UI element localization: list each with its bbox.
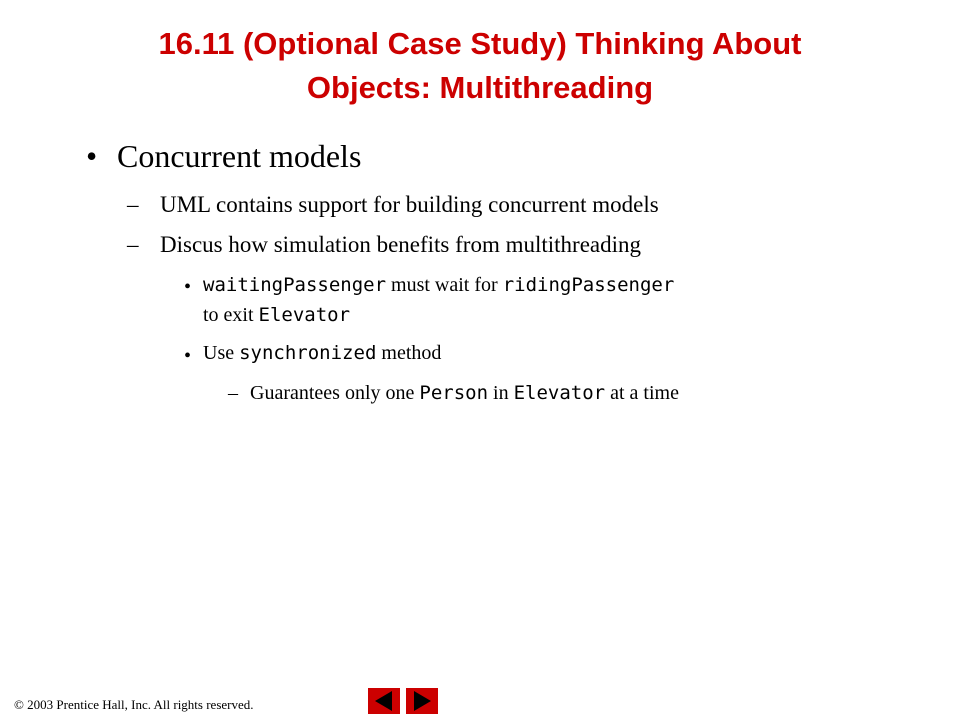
bullet-marker-small: • (184, 276, 192, 298)
title-line-1: 16.11 (Optional Case Study) Thinking About (158, 26, 802, 61)
next-slide-button[interactable] (406, 688, 438, 714)
copyright-icon: © (14, 697, 24, 712)
item-waiting-passenger: waitingPassenger must wait for ridingPassenger (203, 274, 675, 296)
code-ridingPassenger: ridingPassenger (502, 274, 675, 296)
code-waitingPassenger: waitingPassenger (203, 274, 387, 296)
sub-bullet-simulation-benefits: Discus how simulation benefits from multithreading (160, 232, 642, 257)
dash-marker: – (127, 232, 139, 257)
sub-bullet-uml-support: UML contains support for building concurrent models (160, 192, 659, 217)
item-waiting-passenger-line2: to exit Elevator (203, 304, 351, 326)
slide-title (20, 22, 940, 110)
code-synchronized: synchronized (239, 342, 377, 364)
copyright-footer: © 2003 Prentice Hall, Inc. All rights reserved. (14, 697, 254, 712)
title-line-2: Objects: Multithreading (306, 70, 654, 105)
left-triangle-icon (368, 688, 400, 714)
code-Person: Person (419, 382, 489, 404)
bullet-concurrent-models: Concurrent models (117, 138, 362, 174)
dash-marker: – (127, 192, 139, 217)
bullet-marker: • (86, 138, 98, 174)
item-use-synchronized: Use synchronized method (203, 342, 442, 364)
code-Elevator: Elevator (513, 382, 606, 404)
dash-marker: – (228, 382, 238, 404)
right-triangle-icon (406, 688, 438, 714)
item-guarantees-one-person: Guarantees only one Person in Elevator at a time (250, 382, 679, 404)
bullet-marker-small: • (184, 345, 192, 367)
previous-slide-button[interactable] (368, 688, 400, 714)
code-Elevator: Elevator (258, 304, 351, 326)
